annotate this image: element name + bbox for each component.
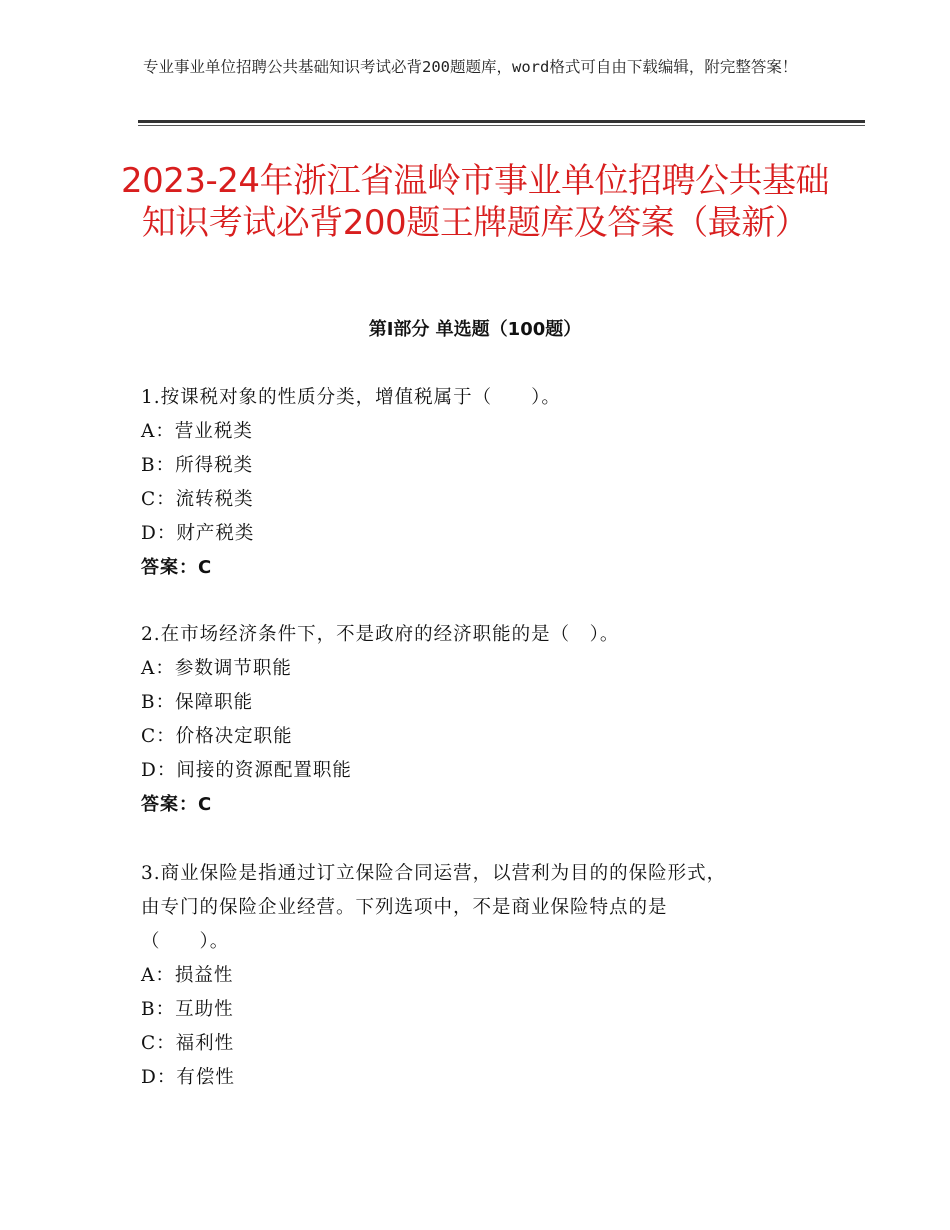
header-divider-thick <box>138 120 865 123</box>
option-b: B：所得税类 <box>141 455 254 476</box>
option-c: C：价格决定职能 <box>141 726 293 747</box>
option-a: A：营业税类 <box>141 421 253 442</box>
document-title: 2023-24年浙江省温岭市事业单位招聘公共基础知识考试必背200题王牌题库及答案（最新） <box>120 161 830 243</box>
question-stem-line-3: （ ）。 <box>141 931 230 952</box>
question-stem: 2.在市场经济条件下，不是政府的经济职能的是（ ）。 <box>141 624 620 645</box>
section-heading: 第Ⅰ部分 单选题（100题） <box>368 319 582 340</box>
question-stem-line-1: 3.商业保险是指通过订立保险合同运营，以营利为目的的保险形式， <box>141 863 727 884</box>
answer: 答案：C <box>141 794 213 815</box>
option-b: B：互助性 <box>141 999 234 1020</box>
question-stem: 1.按课税对象的性质分类，增值税属于（ ）。 <box>141 387 561 408</box>
question-stem-line-2: 由专门的保险企业经营。下列选项中，不是商业保险特点的是 <box>141 897 668 918</box>
question-2 <box>141 618 821 822</box>
question-3 <box>141 857 821 1095</box>
option-b: B：保障职能 <box>141 692 254 713</box>
option-a: A：参数调节职能 <box>141 658 292 679</box>
option-d: D：间接的资源配置职能 <box>141 760 352 781</box>
question-1 <box>141 381 821 585</box>
answer: 答案：C <box>141 557 213 578</box>
option-d: D：财产税类 <box>141 523 255 544</box>
option-c: C：流转税类 <box>141 489 254 510</box>
option-d: D：有偿性 <box>141 1067 235 1088</box>
header-note: 专业事业单位招聘公共基础知识考试必背200题题库，word格式可自由下载编辑，附完整答案！ <box>143 58 798 76</box>
option-a: A：损益性 <box>141 965 234 986</box>
option-c: C：福利性 <box>141 1033 235 1054</box>
header-divider-thin <box>138 125 865 126</box>
